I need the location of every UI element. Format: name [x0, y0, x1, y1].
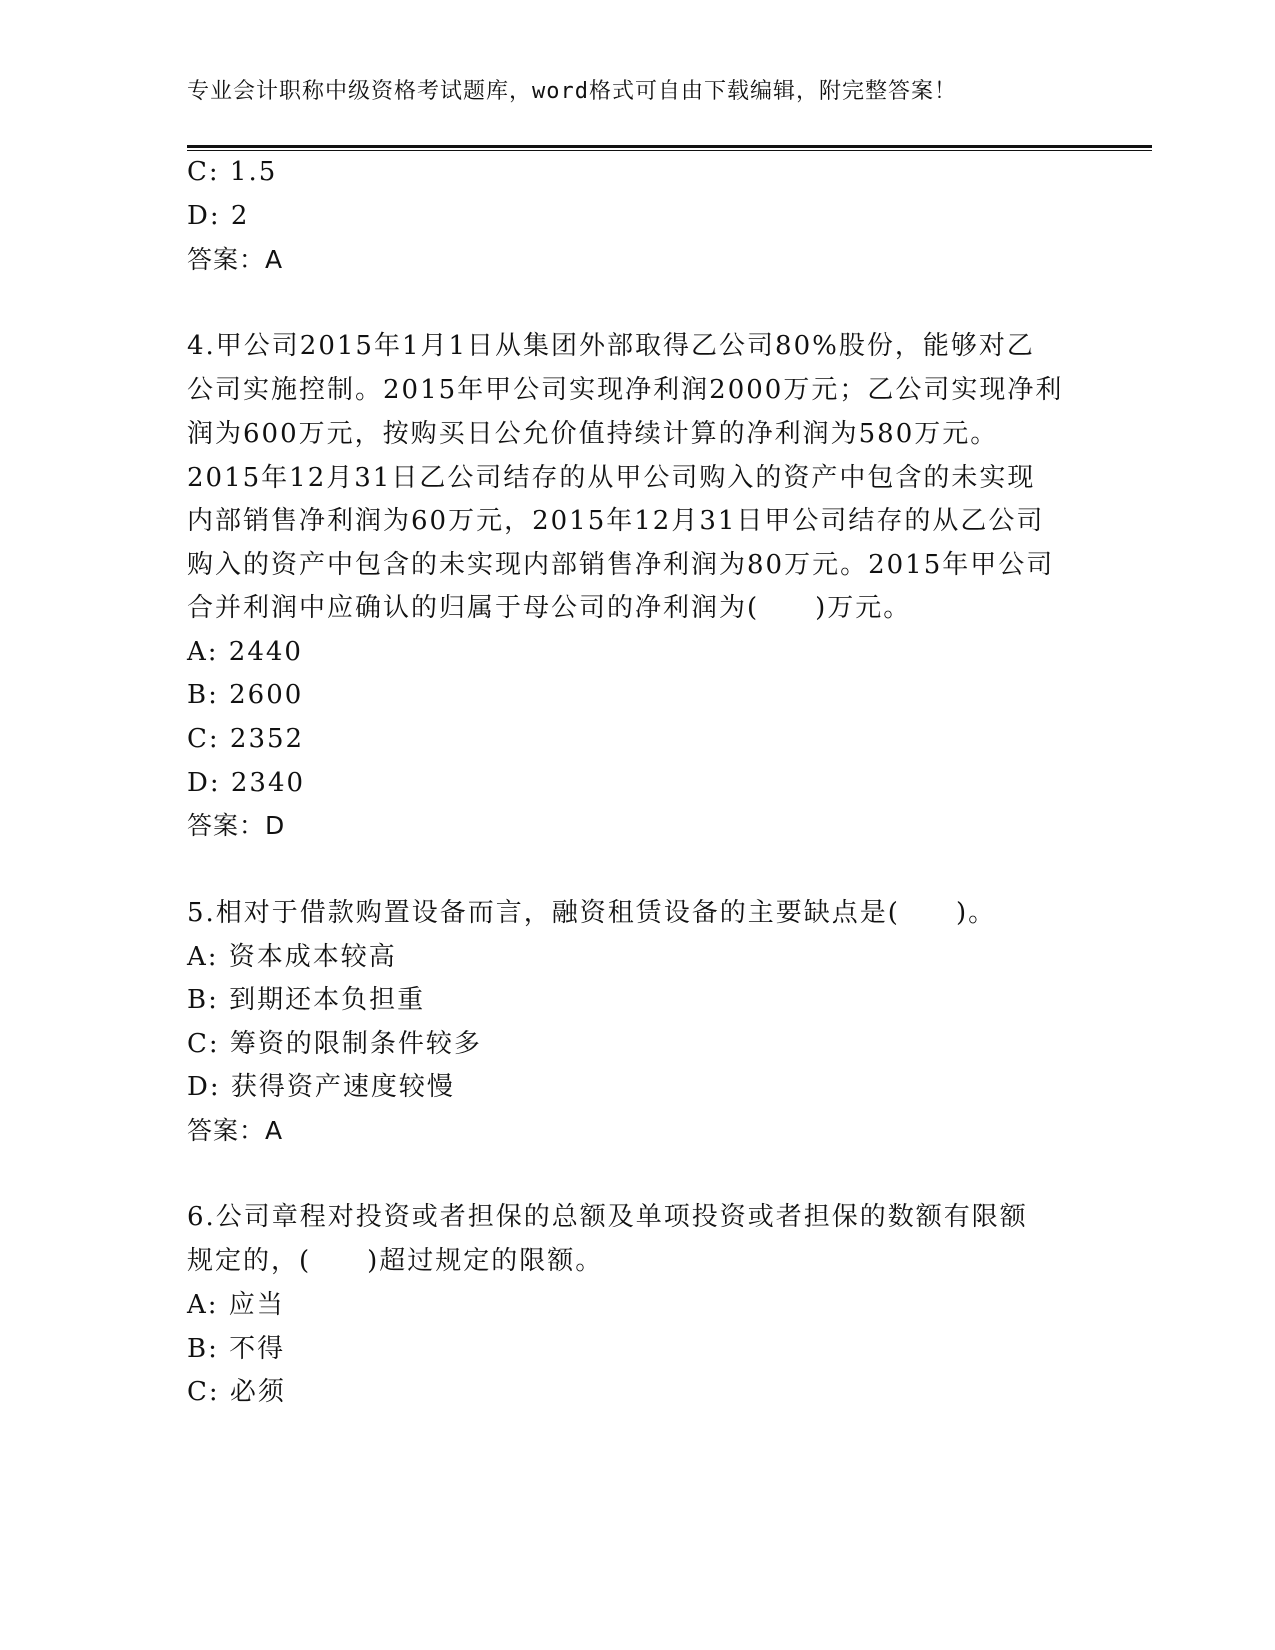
- q4-line-4: 2015年12月31日乙公司结存的从甲公司购入的资产中包含的未实现: [187, 463, 1036, 493]
- q5-option-b: B: 到期还本负担重: [187, 985, 426, 1015]
- q3-answer: 答案：A: [187, 245, 284, 274]
- q6-option-c: C: 必须: [187, 1377, 286, 1407]
- header-rule-thick: [187, 145, 1152, 148]
- q4-answer: 答案：D: [187, 811, 286, 840]
- q6-line-1: 6.公司章程对投资或者担保的总额及单项投资或者担保的数额有限额: [187, 1202, 1028, 1232]
- q4-line-1: 4.甲公司2015年1月1日从集团外部取得乙公司80%股份，能够对乙: [187, 331, 1035, 361]
- page-header: 专业会计职称中级资格考试题库，word格式可自由下载编辑，附完整答案！: [187, 79, 957, 104]
- q5-option-c: C: 筹资的限制条件较多: [187, 1029, 482, 1059]
- q6-option-b: B: 不得: [187, 1334, 286, 1364]
- q6-line-2: 规定的，( )超过规定的限额。: [187, 1246, 604, 1276]
- q4-option-a: A: 2440: [187, 637, 303, 667]
- q4-option-d: D: 2340: [187, 768, 306, 798]
- header-rule-thin: [187, 150, 1152, 151]
- q5-answer: 答案：A: [187, 1116, 284, 1145]
- q4-line-6: 购入的资产中包含的未实现内部销售净利润为80万元。2015年甲公司: [187, 550, 1055, 580]
- q3-option-c: C: 1.5: [187, 157, 278, 187]
- q4-option-c: C: 2352: [187, 724, 305, 754]
- q4-line-3: 润为600万元，按购买日公允价值持续计算的净利润为580万元。: [187, 419, 999, 449]
- q6-option-a: A: 应当: [187, 1290, 285, 1320]
- q4-line-5: 内部销售净利润为60万元，2015年12月31日甲公司结存的从乙公司: [187, 506, 1045, 536]
- q5-option-d: D: 获得资产速度较慢: [187, 1072, 455, 1102]
- q4-option-b: B: 2600: [187, 680, 304, 710]
- q5-question: 5.相对于借款购置设备而言，融资租赁设备的主要缺点是( )。: [187, 898, 997, 928]
- q4-line-7: 合并利润中应确认的归属于母公司的净利润为( )万元。: [187, 593, 912, 623]
- q5-option-a: A: 资本成本较高: [187, 942, 397, 972]
- q3-option-d: D: 2: [187, 201, 250, 231]
- q4-line-2: 公司实施控制。2015年甲公司实现净利润2000万元；乙公司实现净利: [187, 375, 1064, 405]
